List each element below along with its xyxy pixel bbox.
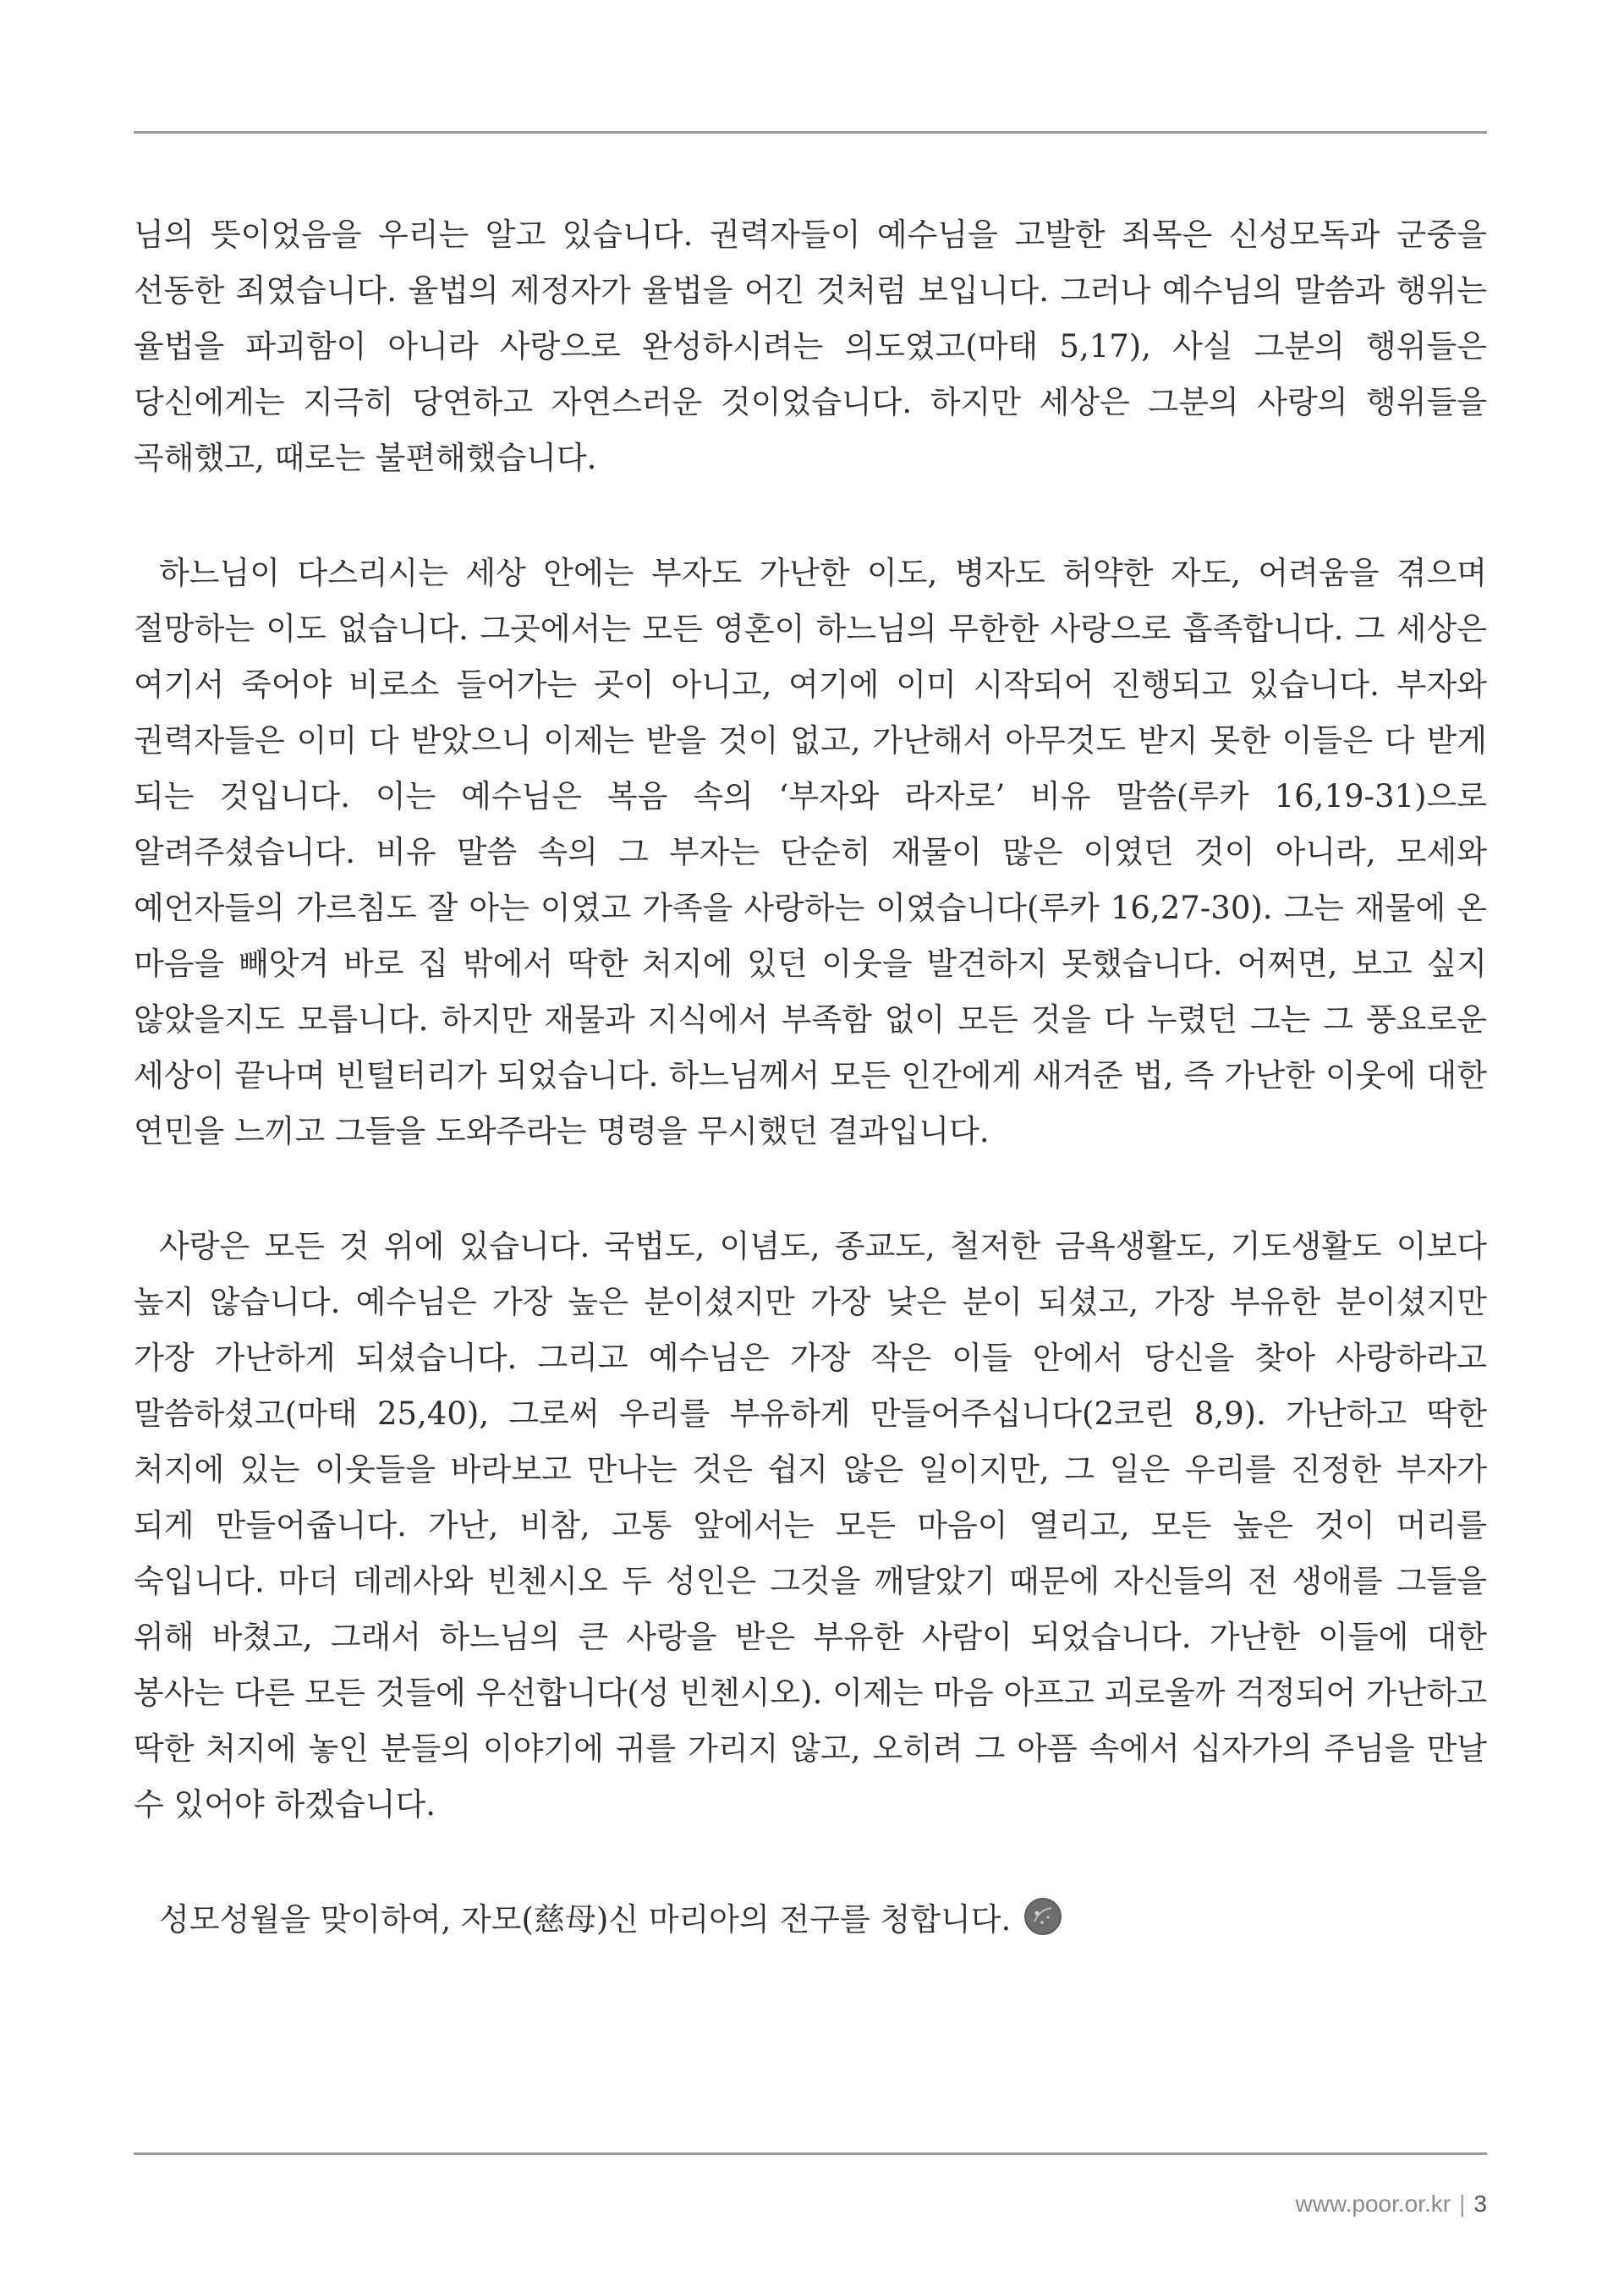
end-mark-circle-icon (1023, 1896, 1063, 1937)
paragraph-1: 님의 뜻이었음을 우리는 알고 있습니다. 권력자들이 예수님을 고발한 죄목은 신성모독과 군중을 선동한 죄였습니다. 율법의 제정자가 율법을 어긴 것처럼 보입니다. 그러나 예수님의 말씀과 행위는 율법을 파괴함이 아니라 사랑으로 완성하시려는 의도였고(마태 5,17), 사실 그분의 행위들은 당신에게는 지극히 당연하고 자연스러운 것이었습니다. 하지만 세상은 그분의 사랑의 행위들을 곡해했고, 때로는 불편해했습니다. (134, 217, 1487, 476)
article-body (134, 207, 1487, 1948)
closing-text: 성모성월을 맞이하여, 자모(慈母)신 마리아의 전구를 청합니다. (159, 1901, 1012, 1938)
bottom-divider (134, 2152, 1487, 2155)
paragraph-2: 하느님이 다스리시는 세상 안에는 부자도 가난한 이도, 병자도 허약한 자도, 어려움을 겪으며 절망하는 이도 없습니다. 그곳에서는 모든 영혼이 하느님의 무한한 사랑으로 흡족합니다. 그 세상은 여기서 죽어야 비로소 들어가는 곳이 아니고, 여기에 이미 시작되어 진행되고 있습니다. 부자와 권력자들은 이미 다 받았으니 이제는 받을 것이 없고, 가난해서 아무것도 받지 못한 이들은 다 받게 되는 것입니다. 이는 예수님은 복음 속의 ‘부자와 라자로’ 비유 말씀(루카 16,19-31)으로 알려주셨습니다. 비유 말씀 속의 그 부자는 단순히 재물이 많은 이였던 것이 아니라, 모세와 예언자들의 가르침도 잘 아는 이였고 가족을 사랑하는 이였습니다(루카 16,27-30). 그는 재물에 온 마음을 빼앗겨 바로 집 밖에서 딱한 처지에 있던 이웃을 발견하지 못했습니다. 어쩌면, 보고 싶지 않았을지도 모릅니다. 하지만 재물과 지식에서 부족함 없이 모든 것을 다 누렸던 그는 그 풍요로운 세상이 끝나며 빈털터리가 되었습니다. 하느님께서 모든 인간에게 새겨준 법, 즉 가난한 이웃에 대한 연민을 느끼고 그들을 도와주라는 명령을 무시했던 결과입니다. (134, 555, 1487, 1149)
footer-url[interactable]: www.poor.or.kr (1295, 2191, 1451, 2217)
closing-line (134, 1892, 1487, 1948)
page-footer (1296, 2191, 1488, 2218)
page-number: 3 (1473, 2191, 1487, 2217)
paragraph-3: 사랑은 모든 것 위에 있습니다. 국법도, 이념도, 종교도, 철저한 금욕생활도, 기도생활도 이보다 높지 않습니다. 예수님은 가장 높은 분이셨지만 가장 낮은 분이 되셨고, 가장 부유한 분이셨지만 가장 가난하게 되셨습니다. 그리고 예수님은 가장 작은 이들 안에서 당신을 찾아 사랑하라고 말씀하셨고(마태 25,40), 그로써 우리를 부유하게 만들어주십니다(2코린 8,9). 가난하고 딱한 처지에 있는 이웃들을 바라보고 만나는 것은 쉽지 않은 일이지만, 그 일은 우리를 진정한 부자가 되게 만들어줍니다. 가난, 비참, 고통 앞에서는 모든 마음이 열리고, 모든 높은 것이 머리를 숙입니다. 마더 데레사와 빈첸시오 두 성인은 그것을 깨달았기 때문에 자신들의 전 생애를 그들을 위해 바쳤고, 그래서 하느님의 큰 사랑을 받은 부유한 사람이 되었습니다. 가난한 이들에 대한 봉사는 다른 모든 것들에 우선합니다(성 빈첸시오). 이제는 마음 아프고 괴로울까 걱정되어 가난하고 딱한 처지에 놓인 분들의 이야기에 귀를 가리지 않고, 오히려 그 아픔 속에서 십자가의 주님을 만날 수 있어야 하겠습니다. (134, 1228, 1487, 1823)
footer-separator: | (1459, 2191, 1466, 2217)
top-divider (134, 131, 1487, 134)
